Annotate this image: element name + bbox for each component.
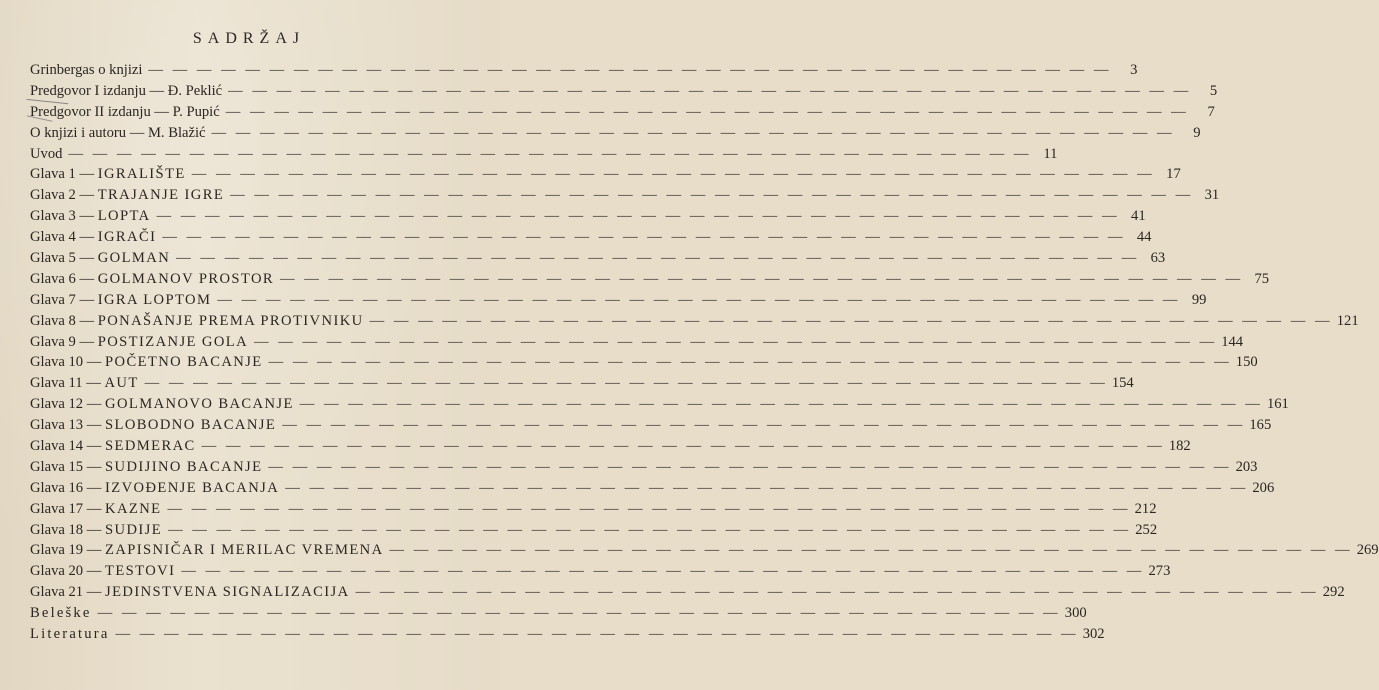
dash-leader: — — — — — — — — — — — — — — — — — — — — — — — — — — — — — — — — — — — — — — — — [217,291,1181,308]
toc-entry-title [30,603,98,624]
dash-leader: — — — — — — — — — — — — — — — — — — — — — — — — — — — — — — — — — — — — — — — — [280,270,1244,287]
toc-entry [30,457,1258,478]
toc-chapter-number: Glava 9 — [30,333,95,350]
dash-leader: — — — — — — — — — — — — — — — — — — — — — — — — — — — — — — — — — — — — — — — — [268,458,1232,475]
toc-section-title: Predgovor II izdanju — P. Pupić [30,103,220,120]
toc-page-number: 150 [1235,354,1258,371]
toc-chapter-title: GOLMANOVO BACANJE [105,396,294,413]
toc-chapter-title: PONAŠANJE PREMA PROTIVNIKU [97,312,364,329]
toc-entry-title [30,394,300,415]
toc-section-title: Uvod [30,145,63,162]
toc-chapter-title: SUDIJINO BACANJE [105,458,263,475]
toc-entry [30,185,1220,206]
toc-chapter-number: Glava 2 — [30,187,95,204]
toc-entry [30,540,1379,561]
dash-leader: — — — — — — — — — — — — — — — — — — — — — — — — — — — — — — — — — — — — — — — — [225,103,1189,120]
toc-entry [30,394,1289,415]
toc-entry-title [30,123,212,144]
toc-entry [30,624,1105,645]
toc-chapter-number: Glava 7 — [30,291,95,308]
toc-page-number: 165 [1249,417,1272,434]
dash-leader: — — — — — — — — — — — — — — — — — — — — — — — — — — — — — — — — — — — — — — — — [156,208,1120,225]
toc-chapter-number: Glava 8 — [30,312,95,329]
toc-chapter-title: JEDINSTVENA SIGNALIZACIJA [105,584,350,601]
toc-page-number: 5 [1209,82,1218,99]
toc-entry-title [30,311,370,332]
toc-chapter-number: Glava 11 — [30,375,101,392]
toc-page-number: 3 [1130,62,1138,78]
toc-page-number: 9 [1193,124,1201,141]
toc-page-number: 203 [1235,458,1258,475]
toc-page-number: 75 [1254,270,1270,287]
page-title: SADRŽAJ [192,30,306,47]
toc-page-number: 44 [1136,229,1152,246]
toc-page-number: 252 [1135,521,1158,538]
toc-entry [30,352,1258,373]
toc-entry-title [30,540,390,561]
toc-entry-title [30,102,226,123]
toc-entry-title [30,290,217,311]
toc-chapter-title: IGRA LOPTOM [97,291,212,308]
toc-entry [30,164,1181,185]
toc-entry [30,373,1134,394]
toc-page-number: 161 [1266,396,1289,413]
toc-entry [30,478,1275,499]
toc-entry-title [30,436,202,457]
toc-page-number: 292 [1322,584,1345,601]
dash-leader: — — — — — — — — — — — — — — — — — — — — — — — — — — — — — — — — — — — — — — — — [167,500,1131,517]
toc-chapter-number: Glava 18 — [30,521,102,538]
toc-entry [30,102,1215,123]
toc-entry-title [30,373,145,394]
toc-chapter-title: KAZNE [105,500,162,517]
toc-page-number: 7 [1207,103,1215,120]
toc-chapter-title: AUT [104,375,139,392]
toc-page-number: 41 [1131,208,1146,225]
toc-page-number: 17 [1166,166,1181,183]
dash-leader: — — — — — — — — — — — — — — — — — — — — — — — — — — — — — — — — — — — — — — — — [168,521,1132,538]
toc-page-number: 11 [1043,145,1058,162]
toc-section-title: Grinbergas o knjizi [30,62,143,78]
toc-entry-title [30,227,162,248]
dash-leader: — — — — — — — — — — — — — — — — — — — — — — — — — — — — — — — — — — — — — — — — [369,312,1333,329]
toc-chapter-title: GOLMANOV PROSTOR [97,270,275,287]
toc-entry [30,81,1218,102]
dash-leader: — — — — — — — — — — — — — — — — — — — — — — — — — — — — — — — — — — — — — — — — [97,605,1061,622]
toc-page-number: 212 [1134,500,1157,517]
toc-chapter-number: Glava 13 — [30,417,102,434]
table-of-contents [30,60,1379,645]
toc-chapter-number: Glava 21 — [30,584,102,601]
toc-chapter-number: Glava 3 — [30,208,95,225]
toc-entry-title [30,269,280,290]
toc-chapter-title: POSTIZANJE GOLA [97,333,249,350]
toc-entry [30,561,1171,582]
toc-page-number: 144 [1221,333,1244,350]
dash-leader: — — — — — — — — — — — — — — — — — — — — — — — — — — — — — — — — — — — — — — — — [268,354,1232,371]
toc-chapter-title: SLOBODNO BACANJE [105,417,277,434]
toc-entry [30,415,1272,436]
toc-entry [30,520,1158,541]
toc-page-number: 31 [1204,187,1220,204]
toc-entry-title [30,352,269,373]
dash-leader: — — — — — — — — — — — — — — — — — — — — — — — — — — — — — — — — — — — — — — — — [115,626,1079,643]
toc-entry-title [30,520,168,541]
dash-leader: — — — — — — — — — — — — — — — — — — — — — — — — — — — — — — — — — — — — — — — — [228,82,1192,99]
toc-chapter-number: Glava 20 — [30,563,102,580]
toc-chapter-number: Glava 12 — [30,396,102,413]
dash-leader: — — — — — — — — — — — — — — — — — — — — — — — — — — — — — — — — — — — — — — — — [144,375,1108,392]
dash-leader: — — — — — — — — — — — — — — — — — — — — — — — — — — — — — — — — — — — — — — — — [285,479,1249,496]
toc-entry-title [30,457,268,478]
toc-entry-title [30,561,181,582]
toc-page-number: 99 [1191,291,1207,308]
dash-leader: — — — — — — — — — — — — — — — — — — — — — — — — — — — — — — — — — — — — — — — — [389,542,1353,559]
toc-entry [30,582,1345,603]
toc-chapter-title: GOLMAN [97,250,171,267]
dash-leader: — — — — — — — — — — — — — — — — — — — — — — — — — — — — — — — — — — — — — — — — [181,563,1145,580]
toc-page-number: 63 [1150,250,1166,267]
toc-chapter-number: Glava 15 — [30,458,102,475]
toc-entry-title [30,164,192,185]
toc-entry [30,123,1201,144]
toc-entry [30,499,1157,520]
dash-leader: — — — — — — — — — — — — — — — — — — — — — — — — — — — — — — — — — — — — — — — — [162,229,1126,246]
dash-leader: — — — — — — — — — — — — — — — — — — — — — — — — — — — — — — — — — — — — — — — — [191,166,1155,183]
toc-entry-title [30,499,167,520]
toc-chapter-number: Glava 4 — [30,229,95,246]
toc-entry-title [30,478,285,499]
toc-entry-title [30,144,68,165]
dash-leader: — — — — — — — — — — — — — — — — — — — — — — — — — — — — — — — — — — — — — — — — [68,145,1032,162]
toc-chapter-title: IGRAČI [97,229,157,246]
toc-entry [30,60,1138,81]
toc-section-title: Predgovor I izdanju — Đ. Peklić [30,82,223,99]
toc-chapter-title: TRAJANJE IGRE [97,187,225,204]
toc-entry [30,290,1207,311]
toc-chapter-title: TESTOVI [105,563,176,580]
toc-page-number: 206 [1252,479,1275,496]
toc-page-number: 182 [1168,438,1191,455]
toc-page-number: 300 [1064,605,1087,622]
toc-chapter-number: Glava 10 — [30,354,102,371]
dash-leader: — — — — — — — — — — — — — — — — — — — — — — — — — — — — — — — — — — — — — — — — [201,438,1165,455]
toc-section-title: O knjizi i autoru — M. Blažić [30,124,206,141]
toc-chapter-number: Glava 6 — [30,270,95,287]
toc-chapter-number: Glava 17 — [30,500,102,517]
toc-entry [30,603,1087,624]
toc-entry-title [30,582,356,603]
toc-chapter-number: Glava 1 — [30,166,95,183]
toc-entry [30,248,1166,269]
toc-entry [30,144,1058,165]
toc-chapter-title: IGRALIŠTE [97,166,186,183]
toc-section-title: Literatura [30,626,110,643]
toc-entry-title [30,60,148,81]
toc-entry-title [30,206,157,227]
toc-entry [30,332,1244,353]
toc-entry-title [30,415,282,436]
toc-chapter-title: POČETNO BACANJE [105,354,263,371]
toc-chapter-number: Glava 5 — [30,250,95,267]
toc-entry [30,227,1152,248]
toc-entry-title [30,81,228,102]
toc-chapter-number: Glava 16 — [30,479,102,496]
dash-leader: — — — — — — — — — — — — — — — — — — — — — — — — — — — — — — — — — — — — — — — — [299,396,1263,413]
dash-leader: — — — — — — — — — — — — — — — — — — — — — — — — — — — — — — — — — — — — — — — — [282,417,1246,434]
toc-page-number: 273 [1148,563,1171,580]
dash-leader: — — — — — — — — — — — — — — — — — — — — — — — — — — — — — — — — — — — — — — — — [211,124,1175,141]
toc-page-number: 302 [1082,626,1105,643]
toc-entry [30,436,1191,457]
toc-page-number: 269 [1356,542,1379,559]
toc-chapter-title: ZAPISNIČAR I MERILAC VREMENA [105,542,384,559]
toc-entry [30,269,1270,290]
toc-chapter-number: Glava 14 — [30,438,102,455]
toc-chapter-number: Glava 19 — [30,542,102,559]
toc-chapter-title: SEDMERAC [105,438,196,455]
dash-leader: — — — — — — — — — — — — — — — — — — — — — — — — — — — — — — — — — — — — — — — — [254,333,1218,350]
dash-leader: — — — — — — — — — — — — — — — — — — — — — — — — — — — — — — — — — — — — — — — — [176,250,1140,267]
dash-leader: — — — — — — — — — — — — — — — — — — — — — — — — — — — — — — — — — — — — — — — — [230,187,1194,204]
toc-entry-title [30,624,116,645]
dash-leader: — — — — — — — — — — — — — — — — — — — — — — — — — — — — — — — — — — — — — — — — [355,584,1319,601]
toc-section-title: Beleške [30,605,92,622]
toc-entry [30,311,1359,332]
toc-entry [30,206,1146,227]
dash-leader: — — — — — — — — — — — — — — — — — — — — — — — — — — — — — — — — — — — — — — — — [148,62,1112,78]
toc-chapter-title: SUDIJE [105,521,163,538]
toc-page-number: 121 [1336,312,1359,329]
toc-chapter-title: IZVOĐENJE BACANJA [105,479,280,496]
toc-entry-title [30,332,254,353]
toc-entry-title [30,185,230,206]
toc-chapter-title: LOPTA [97,208,151,225]
toc-page-number: 154 [1111,375,1134,392]
toc-entry-title [30,248,176,269]
